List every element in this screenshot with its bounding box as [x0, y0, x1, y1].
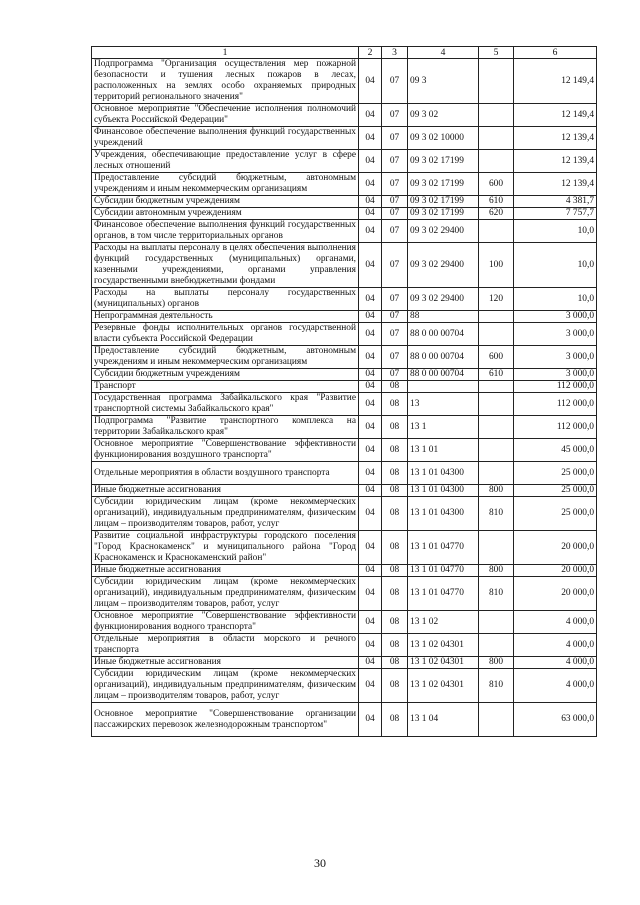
cell-amount: 3 000,0	[514, 369, 597, 381]
cell-name: Предоставление субсидий бюджетным, автономным учреждениям и иным некоммерческим организациям	[92, 346, 359, 369]
table-row	[92, 703, 597, 737]
table-row	[92, 393, 597, 416]
cell-name: Иные бюджетные ассигнования	[92, 657, 359, 669]
cell-section: 04	[359, 416, 382, 439]
table-row	[92, 577, 597, 611]
cell-section: 04	[359, 497, 382, 531]
cell-name: Расходы на выплаты персоналу в целях обеспечения выполнения функций государственных (муниципальных) органами, казенными учреждениями, органами управления государственными внебюджетными фондами	[92, 243, 359, 288]
cell-subsection: 08	[382, 485, 408, 497]
cell-section: 04	[359, 311, 382, 323]
cell-name: Непрограммная деятельность	[92, 311, 359, 323]
table-row	[92, 243, 597, 288]
cell-section: 04	[359, 485, 382, 497]
cell-name: Иные бюджетные ассигнования	[92, 485, 359, 497]
budget-document-page	[91, 46, 596, 737]
cell-subsection: 07	[382, 59, 408, 104]
cell-name: Субсидии юридическим лицам (кроме некоммерческих организаций), индивидуальным предпринимателям, физическим лицам – производителям товаров, работ, услуг	[92, 497, 359, 531]
cell-name: Основное мероприятие "Обеспечение исполнения полномочий субъекта Российской Федерации"	[92, 104, 359, 127]
cell-name: Государственная программа Забайкальского края "Развитие транспортной системы Забайкальского края"	[92, 393, 359, 416]
cell-amount: 4 381,7	[514, 196, 597, 208]
cell-subsection: 07	[382, 127, 408, 150]
cell-name: Иные бюджетные ассигнования	[92, 565, 359, 577]
cell-target-code: 09 3	[408, 59, 479, 104]
cell-subsection: 08	[382, 381, 408, 393]
cell-section: 04	[359, 703, 382, 737]
cell-section: 04	[359, 196, 382, 208]
cell-section: 04	[359, 611, 382, 634]
cell-name: Субсидии автономным учреждениям	[92, 208, 359, 220]
cell-name: Финансовое обеспечение выполнения функций государственных органов, в том числе территориальных органов	[92, 220, 359, 243]
cell-name: Резервные фонды исполнительных органов государственной власти субъекта Российской Федерации	[92, 323, 359, 346]
cell-subsection: 08	[382, 439, 408, 462]
table-row	[92, 288, 597, 311]
cell-target-code: 09 3 02 17199	[408, 173, 479, 196]
cell-amount: 4 000,0	[514, 611, 597, 634]
cell-section: 04	[359, 323, 382, 346]
cell-target-code: 88 0 00 00704	[408, 323, 479, 346]
cell-target-code: 13 1 02 04301	[408, 634, 479, 657]
table-row	[92, 311, 597, 323]
cell-subsection: 07	[382, 196, 408, 208]
cell-amount: 4 000,0	[514, 669, 597, 703]
cell-section: 04	[359, 634, 382, 657]
cell-expense-type: 800	[479, 485, 514, 497]
cell-target-code: 13 1 01 04770	[408, 531, 479, 565]
cell-expense-type	[479, 703, 514, 737]
cell-subsection: 08	[382, 497, 408, 531]
cell-amount: 3 000,0	[514, 346, 597, 369]
table-row	[92, 150, 597, 173]
cell-target-code: 13 1 01 04300	[408, 462, 479, 485]
cell-subsection: 07	[382, 311, 408, 323]
cell-target-code: 13	[408, 393, 479, 416]
cell-name: Подпрограмма "Развитие транспортного комплекса на территории Забайкальского края"	[92, 416, 359, 439]
cell-section: 04	[359, 220, 382, 243]
table-header-row	[92, 47, 597, 59]
cell-name: Основное мероприятие "Совершенствование эффективности функционирования воздушного транспорта"	[92, 439, 359, 462]
cell-target-code: 13 1 01 04300	[408, 485, 479, 497]
cell-amount: 25 000,0	[514, 485, 597, 497]
cell-target-code: 13 1 04	[408, 703, 479, 737]
cell-amount: 10,0	[514, 220, 597, 243]
cell-name: Отдельные мероприятия в области морского и речного транспорта	[92, 634, 359, 657]
cell-expense-type: 610	[479, 196, 514, 208]
cell-name: Субсидии юридическим лицам (кроме некоммерческих организаций), индивидуальным предпринимателям, физическим лицам – производителям товаров, работ, услуг	[92, 577, 359, 611]
cell-section: 04	[359, 288, 382, 311]
cell-target-code: 13 1 01	[408, 439, 479, 462]
cell-amount: 112 000,0	[514, 416, 597, 439]
cell-name: Учреждения, обеспечивающие предоставление услуг в сфере лесных отношений	[92, 150, 359, 173]
cell-expense-type	[479, 531, 514, 565]
cell-amount: 63 000,0	[514, 703, 597, 737]
cell-section: 04	[359, 173, 382, 196]
table-row	[92, 173, 597, 196]
cell-amount: 25 000,0	[514, 497, 597, 531]
cell-name: Субсидии бюджетным учреждениям	[92, 196, 359, 208]
header-cell-4: 4	[408, 47, 479, 59]
cell-expense-type	[479, 416, 514, 439]
header-cell-2: 2	[359, 47, 382, 59]
cell-section: 04	[359, 381, 382, 393]
cell-expense-type	[479, 381, 514, 393]
table-row	[92, 208, 597, 220]
cell-name: Субсидии бюджетным учреждениям	[92, 369, 359, 381]
cell-section: 04	[359, 669, 382, 703]
cell-expense-type: 810	[479, 497, 514, 531]
cell-target-code: 09 3 02 17199	[408, 208, 479, 220]
cell-expense-type: 120	[479, 288, 514, 311]
cell-section: 04	[359, 439, 382, 462]
cell-name: Транспорт	[92, 381, 359, 393]
cell-expense-type: 100	[479, 243, 514, 288]
cell-target-code: 88	[408, 311, 479, 323]
table-row	[92, 462, 597, 485]
cell-name: Расходы на выплаты персоналу государственных (муниципальных) органов	[92, 288, 359, 311]
table-row	[92, 439, 597, 462]
cell-subsection: 07	[382, 208, 408, 220]
cell-expense-type	[479, 311, 514, 323]
cell-amount: 7 757,7	[514, 208, 597, 220]
cell-name: Основное мероприятие "Совершенствование организации пассажирских перевозок железнодорожным транспортом"	[92, 703, 359, 737]
cell-expense-type: 810	[479, 669, 514, 703]
cell-section: 04	[359, 393, 382, 416]
cell-amount: 10,0	[514, 288, 597, 311]
cell-amount: 12 139,4	[514, 150, 597, 173]
page-number: 30	[314, 856, 326, 870]
cell-expense-type	[479, 634, 514, 657]
table-row	[92, 657, 597, 669]
cell-expense-type: 600	[479, 173, 514, 196]
cell-subsection: 08	[382, 703, 408, 737]
cell-target-code: 13 1 02 04301	[408, 669, 479, 703]
cell-expense-type: 610	[479, 369, 514, 381]
cell-expense-type	[479, 462, 514, 485]
cell-subsection: 08	[382, 577, 408, 611]
cell-target-code: 13 1 01 04300	[408, 497, 479, 531]
cell-target-code: 13 1 01 04770	[408, 565, 479, 577]
cell-amount: 25 000,0	[514, 462, 597, 485]
table-row	[92, 611, 597, 634]
cell-expense-type	[479, 323, 514, 346]
cell-section: 04	[359, 208, 382, 220]
cell-target-code: 09 3 02 17199	[408, 196, 479, 208]
cell-section: 04	[359, 346, 382, 369]
cell-expense-type	[479, 104, 514, 127]
table-row	[92, 416, 597, 439]
table-row	[92, 634, 597, 657]
cell-amount: 4 000,0	[514, 657, 597, 669]
cell-subsection: 07	[382, 288, 408, 311]
cell-subsection: 07	[382, 346, 408, 369]
cell-amount: 112 000,0	[514, 381, 597, 393]
cell-name: Основное мероприятие "Совершенствование эффективности функционирования водного транспорта"	[92, 611, 359, 634]
cell-expense-type	[479, 59, 514, 104]
cell-section: 04	[359, 531, 382, 565]
cell-subsection: 08	[382, 611, 408, 634]
cell-target-code: 13 1 02 04301	[408, 657, 479, 669]
table-row	[92, 369, 597, 381]
table-row	[92, 497, 597, 531]
cell-amount: 3 000,0	[514, 323, 597, 346]
cell-target-code: 09 3 02 10000	[408, 127, 479, 150]
cell-section: 04	[359, 657, 382, 669]
table-row	[92, 196, 597, 208]
cell-expense-type: 810	[479, 577, 514, 611]
cell-amount: 12 139,4	[514, 173, 597, 196]
cell-expense-type	[479, 127, 514, 150]
cell-subsection: 08	[382, 393, 408, 416]
header-cell-5: 5	[479, 47, 514, 59]
table-row	[92, 381, 597, 393]
cell-target-code: 88 0 00 00704	[408, 346, 479, 369]
cell-subsection: 07	[382, 323, 408, 346]
table-row	[92, 104, 597, 127]
cell-target-code: 09 3 02 29400	[408, 288, 479, 311]
cell-amount: 3 000,0	[514, 311, 597, 323]
cell-subsection: 08	[382, 565, 408, 577]
cell-subsection: 07	[382, 150, 408, 173]
cell-subsection: 08	[382, 634, 408, 657]
cell-subsection: 08	[382, 657, 408, 669]
cell-section: 04	[359, 127, 382, 150]
cell-name: Отдельные мероприятия в области воздушного транспорта	[92, 462, 359, 485]
cell-target-code: 09 3 02 17199	[408, 150, 479, 173]
cell-section: 04	[359, 577, 382, 611]
cell-section: 04	[359, 59, 382, 104]
cell-subsection: 08	[382, 416, 408, 439]
table-row	[92, 59, 597, 104]
cell-subsection: 07	[382, 104, 408, 127]
cell-expense-type	[479, 393, 514, 416]
cell-name: Субсидии юридическим лицам (кроме некоммерческих организаций), индивидуальным предпринимателям, физическим лицам – производителям товаров, работ, услуг	[92, 669, 359, 703]
cell-subsection: 08	[382, 462, 408, 485]
cell-amount: 4 000,0	[514, 634, 597, 657]
table-row	[92, 346, 597, 369]
cell-amount: 12 139,4	[514, 127, 597, 150]
cell-subsection: 08	[382, 531, 408, 565]
cell-section: 04	[359, 104, 382, 127]
cell-amount: 12 149,4	[514, 104, 597, 127]
cell-target-code: 09 3 02	[408, 104, 479, 127]
table-row	[92, 565, 597, 577]
cell-name: Подпрограмма "Организация осуществления мер пожарной безопасности и тушения лесных пожаров в лесах, расположенных на землях особо охраняемых природных территорий регионального значения"	[92, 59, 359, 104]
cell-expense-type: 800	[479, 565, 514, 577]
cell-target-code	[408, 381, 479, 393]
header-cell-1: 1	[92, 47, 359, 59]
cell-section: 04	[359, 369, 382, 381]
cell-expense-type: 800	[479, 657, 514, 669]
cell-expense-type	[479, 220, 514, 243]
cell-target-code: 13 1 01 04770	[408, 577, 479, 611]
table-row	[92, 220, 597, 243]
header-cell-6: 6	[514, 47, 597, 59]
cell-target-code: 09 3 02 29400	[408, 220, 479, 243]
cell-target-code: 88 0 00 00704	[408, 369, 479, 381]
cell-name: Финансовое обеспечение выполнения функций государственных учреждений	[92, 127, 359, 150]
cell-section: 04	[359, 565, 382, 577]
table-row	[92, 485, 597, 497]
cell-section: 04	[359, 150, 382, 173]
cell-section: 04	[359, 243, 382, 288]
cell-amount: 20 000,0	[514, 531, 597, 565]
cell-expense-type	[479, 611, 514, 634]
cell-target-code: 13 1 02	[408, 611, 479, 634]
cell-subsection: 07	[382, 243, 408, 288]
table-row	[92, 669, 597, 703]
cell-name: Предоставление субсидий бюджетным, автономным учреждениям и иным некоммерческим организациям	[92, 173, 359, 196]
cell-expense-type	[479, 439, 514, 462]
cell-expense-type: 600	[479, 346, 514, 369]
cell-target-code: 13 1	[408, 416, 479, 439]
cell-subsection: 08	[382, 669, 408, 703]
cell-amount: 45 000,0	[514, 439, 597, 462]
cell-subsection: 07	[382, 369, 408, 381]
header-cell-3: 3	[382, 47, 408, 59]
cell-amount: 10,0	[514, 243, 597, 288]
cell-amount: 20 000,0	[514, 565, 597, 577]
cell-subsection: 07	[382, 173, 408, 196]
cell-subsection: 07	[382, 220, 408, 243]
table-row	[92, 531, 597, 565]
cell-amount: 20 000,0	[514, 577, 597, 611]
cell-target-code: 09 3 02 29400	[408, 243, 479, 288]
cell-section: 04	[359, 462, 382, 485]
table-row	[92, 127, 597, 150]
budget-table	[91, 46, 597, 737]
cell-expense-type: 620	[479, 208, 514, 220]
cell-expense-type	[479, 150, 514, 173]
cell-amount: 12 149,4	[514, 59, 597, 104]
cell-name: Развитие социальной инфраструктуры городского поселения "Город Краснокаменск" и муниципального района "Город Краснокаменск и Краснокаменский район"	[92, 531, 359, 565]
cell-amount: 112 000,0	[514, 393, 597, 416]
table-row	[92, 323, 597, 346]
